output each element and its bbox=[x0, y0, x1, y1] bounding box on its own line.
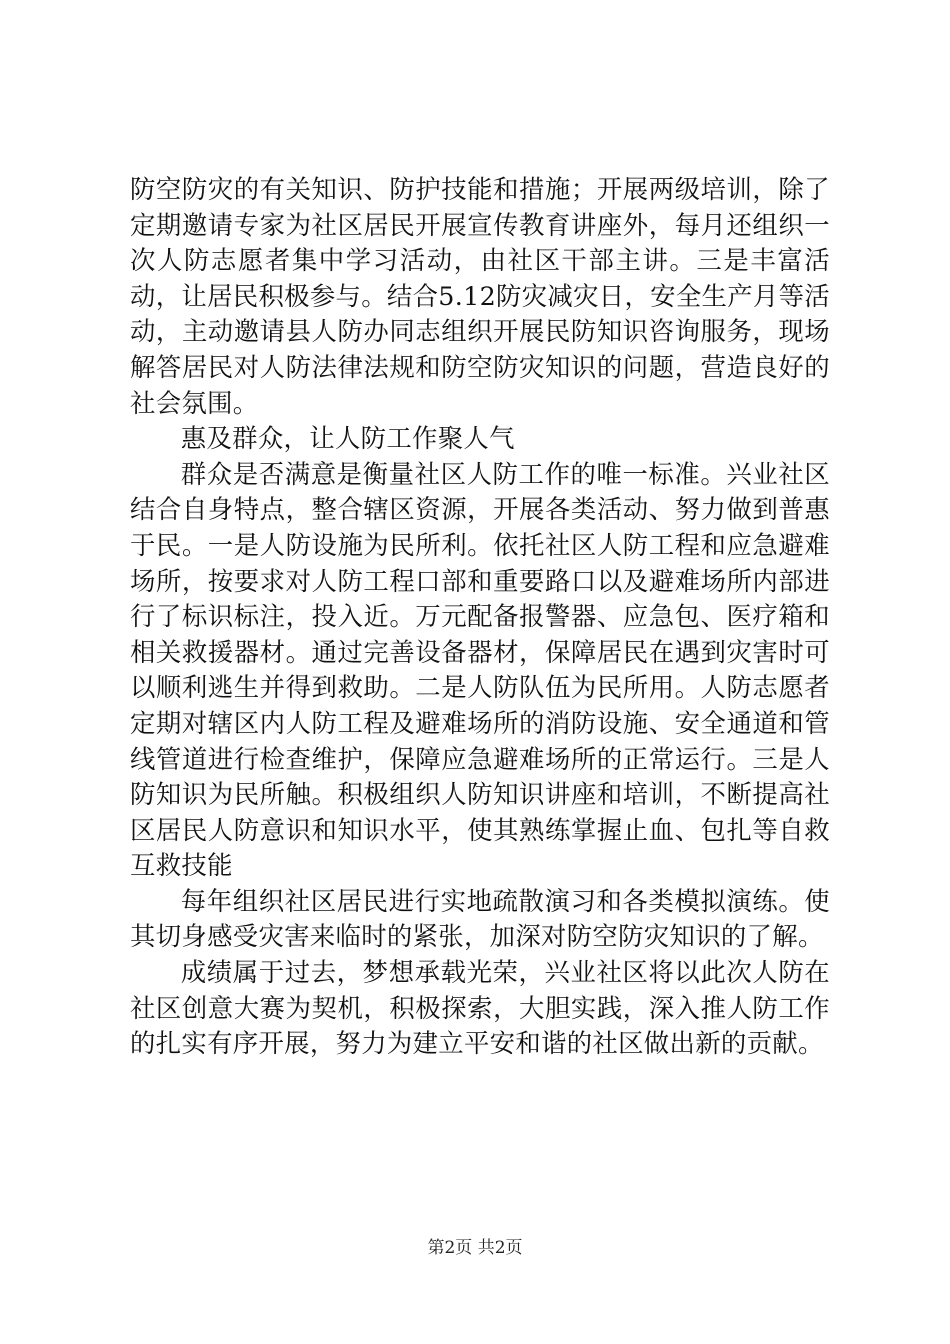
paragraph-continued: 防空防灾的有关知识、防护技能和措施；开展两级培训，除了定期邀请专家为社区居民开展宣传教育讲座外，每月还组织一次人防志愿者集中学习活动，由社区干部主讲。三是丰富活动，让居民积极参与。结合5.12防灾减灾日，安全生产月等活动，主动邀请县人防办同志组织开展民防知识咨询服务，现场解答居民对人防法律法规和防空防灾知识的问题，营造良好的社会氛围。 bbox=[130, 174, 830, 418]
document-body bbox=[130, 172, 830, 1062]
paragraph: 群众是否满意是衡量社区人防工作的唯一标准。兴业社区结合自身特点，整合辖区资源，开展各类活动、努力做到普惠于民。一是人防设施为民所利。依托社区人防工程和应急避难场所，按要求对人防工程口部和重要路口以及避难场所内部进行了标识标注，投入近。万元配备报警器、应急包、医疗箱和相关救援器材。通过完善设备器材，保障居民在遇到灾害时可以顺利逃生并得到救助。二是人防队伍为民所用。人防志愿者定期对辖区内人防工程及避难场所的消防设施、安全通道和管线管道进行检查维护，保障应急避难场所的正常运行。三是人防知识为民所触。积极组织人防知识讲座和培训，不断提高社区居民人防意识和知识水平，使其熟练掌握止血、包扎等自救互救技能 bbox=[130, 458, 830, 881]
paragraph: 成绩属于过去，梦想承载光荣，兴业社区将以此次人防在社区创意大赛为契机，积极探索，大胆实践，深入推人防工作的扎实有序开展，努力为建立平安和谐的社区做出新的贡献。 bbox=[130, 957, 830, 1059]
section-heading: 惠及群众，让人防工作聚人气 bbox=[180, 423, 515, 454]
paragraph: 每年组织社区居民进行实地疏散演习和各类模拟演练。使其切身感受灾害来临时的紧张，加深对防空防灾知识的了解。 bbox=[130, 885, 830, 952]
page-number-footer: 第2页 共2页 bbox=[427, 1238, 523, 1258]
